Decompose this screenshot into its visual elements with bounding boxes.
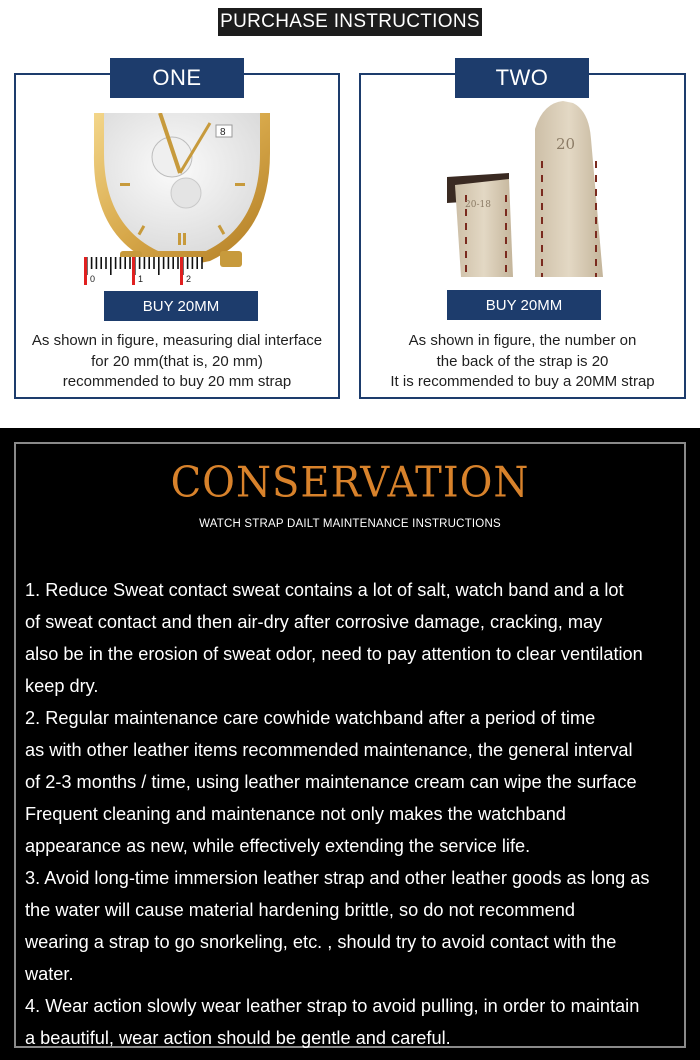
ruler-red-mark-0 bbox=[84, 257, 87, 285]
ruler-tick bbox=[168, 257, 170, 269]
purchase-instructions-section bbox=[0, 0, 700, 412]
panel-one bbox=[14, 65, 340, 399]
description-line: It is recommended to buy a 20MM strap bbox=[390, 373, 655, 390]
instruction-line: Frequent cleaning and maintenance not only makes the watchband bbox=[25, 804, 566, 824]
description-line: recommended to buy 20 mm strap bbox=[62, 373, 292, 390]
ruler-tick bbox=[139, 257, 141, 269]
hour-marker bbox=[178, 233, 181, 245]
ruler-red-mark-2 bbox=[180, 257, 183, 285]
conservation-section bbox=[0, 428, 700, 1060]
instruction-line: wearing a strap to go snorkeling, etc. , should try to avoid contact with the bbox=[25, 932, 617, 952]
ruler-tick bbox=[172, 257, 174, 269]
instruction-line: of sweat contact and then air-dry after corrosive damage, cracking, may bbox=[25, 612, 603, 632]
ruler-tick bbox=[201, 257, 203, 269]
ruler-tick bbox=[192, 257, 194, 269]
instruction-line: as with other leather items recommended maintenance, the general interval bbox=[25, 740, 633, 760]
ruler-tick bbox=[91, 257, 93, 269]
stitch-mark bbox=[505, 237, 507, 244]
tab-one-label: ONE bbox=[110, 58, 244, 98]
ruler-tick bbox=[196, 257, 198, 269]
panel-two bbox=[359, 65, 686, 399]
description-line: for 20 mm(that is, 20 mm) bbox=[91, 352, 263, 370]
ruler-tick bbox=[124, 257, 126, 269]
conservation-frame bbox=[14, 442, 686, 1048]
instruction-line: 1. Reduce Sweat contact sweat contains a lot of salt, watch band and a lot bbox=[25, 580, 624, 600]
ruler-tick bbox=[144, 257, 146, 269]
hour-marker bbox=[183, 233, 186, 245]
ruler-tick bbox=[187, 257, 189, 269]
panel-one-description bbox=[16, 331, 338, 393]
watch-dial-measurement-image bbox=[80, 113, 280, 285]
stitch-mark bbox=[595, 217, 597, 224]
instruction-line: water. bbox=[25, 964, 74, 984]
stitch-mark bbox=[505, 195, 507, 202]
tab-two-label: TWO bbox=[455, 58, 589, 98]
stitch-mark bbox=[595, 259, 597, 266]
maintenance-instructions bbox=[25, 574, 685, 1054]
conservation-subtitle: WATCH STRAP DAILT MAINTENANCE INSTRUCTIONS bbox=[199, 518, 501, 530]
stitch-mark bbox=[541, 161, 543, 168]
ruler-tick bbox=[158, 257, 160, 275]
stitch-mark bbox=[595, 161, 597, 168]
stitch-mark bbox=[541, 245, 543, 252]
instruction-line: 2. Regular maintenance care cowhide watchband after a period of time bbox=[25, 708, 596, 728]
watch-lug-right bbox=[220, 251, 242, 267]
stitch-mark bbox=[541, 203, 543, 210]
stitch-mark bbox=[505, 209, 507, 216]
ruler-tick bbox=[129, 257, 131, 269]
stitch-mark bbox=[595, 189, 597, 196]
moonphase-window bbox=[171, 178, 201, 208]
stitch-mark bbox=[465, 209, 467, 216]
instruction-line: also be in the erosion of sweat odor, need to pay attention to clear ventilation bbox=[25, 644, 643, 664]
strap-size-mark: 20 bbox=[556, 135, 576, 153]
stitch-mark bbox=[505, 265, 507, 272]
ruler-tick bbox=[105, 257, 107, 269]
stitch-mark bbox=[541, 217, 543, 224]
hour-marker bbox=[235, 183, 245, 186]
stitch-mark bbox=[595, 203, 597, 210]
ruler-label-2: 2 bbox=[186, 274, 192, 284]
ruler-tick bbox=[177, 257, 179, 269]
ruler-tick bbox=[110, 257, 112, 275]
stitch-mark bbox=[505, 223, 507, 230]
strap-size-mark-small: 20-18 bbox=[465, 200, 491, 210]
conservation-title: CONSERVATION bbox=[170, 458, 530, 508]
ruler-tick bbox=[153, 257, 155, 269]
ruler-tick bbox=[148, 257, 150, 269]
stitch-mark bbox=[465, 237, 467, 244]
description-line: As shown in figure, measuring dial interface bbox=[31, 332, 323, 349]
ruler-red-mark-1 bbox=[132, 257, 135, 285]
ruler-label-1: 1 bbox=[138, 274, 144, 284]
description-line: the back of the strap is 20 bbox=[436, 352, 609, 370]
strap-back-image bbox=[439, 99, 615, 277]
ruler-tick bbox=[115, 257, 117, 269]
instruction-line: keep dry. bbox=[25, 676, 99, 696]
buy-20mm-button-one[interactable]: BUY 20MM bbox=[104, 291, 258, 321]
instruction-line: appearance as new, while effectively extending the service life. bbox=[25, 836, 531, 856]
panel-two-description bbox=[361, 331, 684, 393]
stitch-mark bbox=[541, 273, 543, 277]
stitch-mark bbox=[595, 231, 597, 238]
strap-long-piece bbox=[535, 101, 603, 277]
stitch-mark bbox=[465, 265, 467, 272]
hour-marker bbox=[120, 183, 130, 186]
buy-20mm-button-two[interactable]: BUY 20MM bbox=[447, 290, 601, 320]
stitch-mark bbox=[595, 273, 597, 277]
date-number: 8 bbox=[220, 127, 226, 138]
stitch-mark bbox=[595, 175, 597, 182]
stitch-mark bbox=[465, 251, 467, 258]
stitch-mark bbox=[541, 231, 543, 238]
ruler-tick bbox=[100, 257, 102, 269]
instruction-line: of 2-3 months / time, using leather maintenance cream can wipe the surface bbox=[25, 772, 637, 792]
ruler-tick bbox=[120, 257, 122, 269]
stitch-mark bbox=[595, 245, 597, 252]
description-line: As shown in figure, the number on bbox=[408, 332, 637, 349]
ruler-tick bbox=[163, 257, 165, 269]
instruction-line: a beautiful, wear action should be gentle and careful. bbox=[25, 1028, 451, 1048]
stitch-mark bbox=[505, 251, 507, 258]
stitch-mark bbox=[465, 223, 467, 230]
stitch-mark bbox=[541, 259, 543, 266]
ruler-tick bbox=[96, 257, 98, 269]
stitch-mark bbox=[541, 175, 543, 182]
strap-short-piece bbox=[455, 179, 513, 277]
purchase-instructions-title: PURCHASE INSTRUCTIONS bbox=[218, 8, 482, 36]
instruction-line: 3. Avoid long-time immersion leather strap and other leather goods as long as bbox=[25, 868, 650, 888]
stitch-mark bbox=[541, 189, 543, 196]
instruction-line: the water will cause material hardening brittle, so do not recommend bbox=[25, 900, 575, 920]
instruction-line: 4. Wear action slowly wear leather strap to avoid pulling, in order to maintain bbox=[25, 996, 640, 1016]
ruler-label-0: 0 bbox=[90, 274, 96, 284]
